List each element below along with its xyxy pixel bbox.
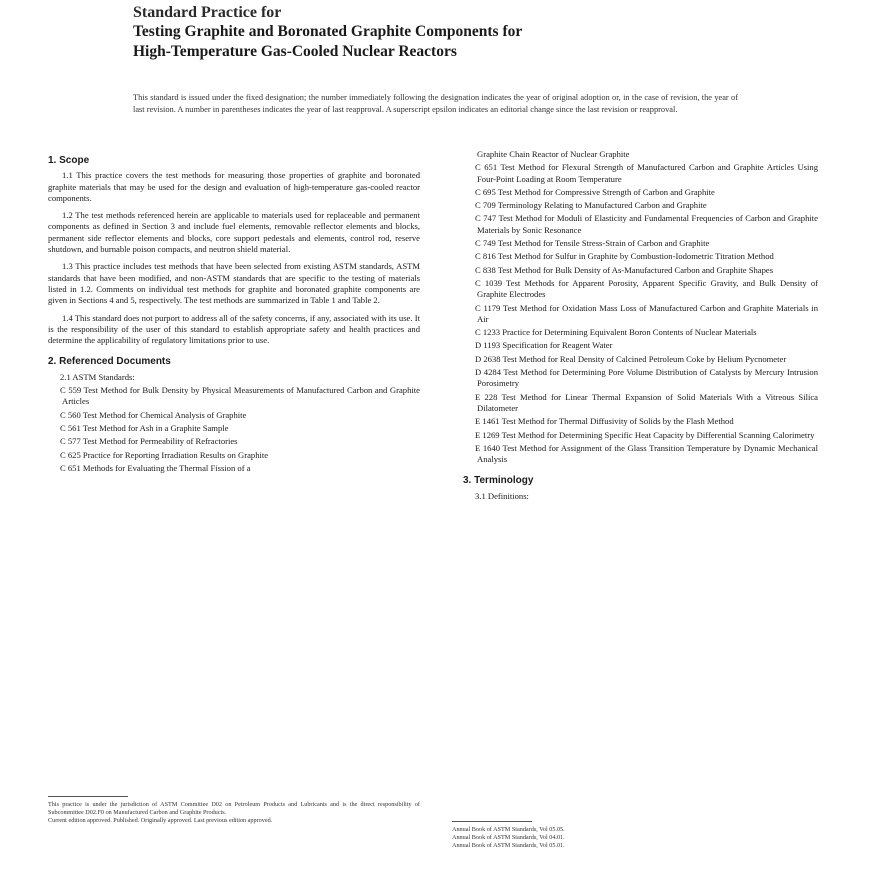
scope-heading: 1. Scope bbox=[48, 155, 90, 166]
reference-item: C 1179 Test Method for Oxidation Mass Loss of Manufactured Carbon and Graphite Materials in Air bbox=[475, 302, 818, 324]
referenced-documents-heading: 2. Referenced Documents bbox=[48, 356, 171, 368]
reference-item: 2.1 ASTM Standards: bbox=[60, 371, 135, 382]
reference-item: C 651 Test Method for Flexural Strength of Manufactured Carbon and Graphite Articles Using Four-Point Loading at Room Temperature bbox=[475, 162, 818, 184]
reference-item: C 695 Test Method for Compressive Strength of Carbon and Graphite bbox=[475, 186, 715, 197]
title-line-2: Testing Graphite and Boronated Graphite Components for bbox=[133, 23, 523, 40]
scope-paragraph: 1.4 This standard does not purport to address all of the safety concerns, if any, associated with its use. It is the responsibility of the user of this standard to establish appropriate safety and health practices and determine the applicability of regulatory limitations prior to use. bbox=[48, 312, 420, 346]
terminology-heading: 3. Terminology bbox=[463, 475, 534, 487]
right-column bbox=[463, 149, 818, 504]
reference-item: C 838 Test Method for Bulk Density of As-Manufactured Carbon and Graphite Shapes bbox=[475, 264, 774, 275]
reference-item: C 816 Test Method for Sulfur in Graphite by Combustion-Iodometric Titration Method bbox=[475, 251, 774, 262]
footnote: This practice is under the jurisdiction of ASTM Committee D02 on Petroleum Products and Lubricants and is the direct responsibility of Subcommittee D02.F0 on Manufactured Carbon and Graphite Products. bbox=[48, 801, 420, 817]
reference-item: C 577 Test Method for Permeability of Refractories bbox=[60, 436, 238, 447]
reference-item: C 625 Practice for Reporting Irradiation Results on Graphite bbox=[60, 449, 269, 460]
issued-notice: This standard is issued under the fixed designation; the number immediately following the designation indicates the year of original adoption or, in the case of revision, the year of last revision. A number in parentheses indicates the year of last reapproval. A superscript epsilon indicates an editorial change since the last revision or reapproval. bbox=[133, 93, 738, 114]
reference-item: C 561 Test Method for Ash in a Graphite Sample bbox=[60, 422, 229, 433]
footnote: Annual Book of ASTM Standards, Vol 04.01. bbox=[452, 834, 565, 842]
reference-item: C 651 Methods for Evaluating the Thermal Fission of a bbox=[60, 462, 251, 473]
scope-paragraph: 1.2 The test methods referenced herein are applicable to materials used for replaceable and permanent components as defined in Section 3 and include fuel elements, removable reflector elements and blocks, permanent side reflector elements and blocks, core support pedestals and elements, control rod, reserve shutdown, and burnable poison compacts, and neutron shield material. bbox=[48, 210, 420, 255]
footnote: Annual Book of ASTM Standards, Vol 05.01. bbox=[452, 842, 565, 850]
footnote: Current edition approved. Published. Originally approved. Last previous edition approved. bbox=[48, 817, 273, 825]
left-column bbox=[48, 155, 420, 476]
reference-item: C 1039 Test Methods for Apparent Porosity, Apparent Specific Gravity, and Bulk Density of Graphite Electrodes bbox=[475, 277, 818, 300]
reference-item: D 2638 Test Method for Real Density of Calcined Petroleum Coke by Helium Pycnometer bbox=[475, 353, 787, 364]
footnotes-left bbox=[48, 790, 420, 826]
reference-item: C 749 Test Method for Tensile Stress-Strain of Carbon and Graphite bbox=[475, 238, 710, 249]
reference-item: D 1193 Specification for Reagent Water bbox=[475, 340, 613, 351]
title-line-1: Standard Practice for bbox=[133, 4, 282, 21]
footnote-rule bbox=[452, 821, 532, 822]
footnotes-right bbox=[452, 815, 812, 851]
reference-item: E 1640 Test Method for Assignment of the Glass Transition Temperature by Dynamic Mechanical Analysis bbox=[475, 442, 818, 465]
reference-item: Graphite Chain Reactor of Nuclear Graphite bbox=[477, 149, 630, 159]
document-title bbox=[133, 4, 773, 62]
reference-item: C 559 Test Method for Bulk Density by Physical Measurements of Manufactured Carbon and Graphite Articles bbox=[60, 385, 420, 407]
terminology-subheading: 3.1 Definitions: bbox=[475, 490, 529, 501]
reference-item: C 747 Test Method for Moduli of Elasticity and Fundamental Frequencies of Carbon and Graphite Materials by Sonic Resonance bbox=[475, 213, 818, 235]
footnote-rule bbox=[48, 796, 128, 797]
title-line-3: High-Temperature Gas-Cooled Nuclear Reactors bbox=[133, 43, 457, 60]
footnote: Annual Book of ASTM Standards, Vol 05.05. bbox=[452, 826, 565, 833]
scope-paragraph: 1.3 This practice includes test methods that have been selected from existing ASTM standards, ASTM standards that have been modified, and non-ASTM standards that are specific to the testing of materials listed in 1.2. Comments on individual test methods for graphite and boronated graphite components are given in Sections 4 and 5, respectively. The test methods are summarized in Table 1 and Table 2. bbox=[48, 261, 420, 306]
reference-item: E 228 Test Method for Linear Thermal Expansion of Solid Materials With a Vitreous Silica Dilatometer bbox=[475, 391, 818, 413]
reference-item: C 560 Test Method for Chemical Analysis of Graphite bbox=[60, 409, 247, 420]
reference-item: C 709 Terminology Relating to Manufactured Carbon and Graphite bbox=[475, 200, 707, 211]
reference-item: D 4284 Test Method for Determining Pore Volume Distribution of Catalysts by Mercury Intrusion Porosimetry bbox=[475, 367, 818, 389]
reference-item: E 1269 Test Method for Determining Specific Heat Capacity by Differential Scanning Calorimetry bbox=[475, 429, 815, 440]
reference-item: E 1461 Test Method for Thermal Diffusivity of Solids by the Flash Method bbox=[475, 416, 734, 427]
reference-item: C 1233 Practice for Determining Equivalent Boron Contents of Nuclear Materials bbox=[475, 327, 757, 338]
scope-paragraph: 1.1 This practice covers the test methods for measuring those properties of graphite and boronated graphite materials that may be used for the design and evaluation of high-temperature gas-cooled reactor components. bbox=[48, 170, 420, 203]
